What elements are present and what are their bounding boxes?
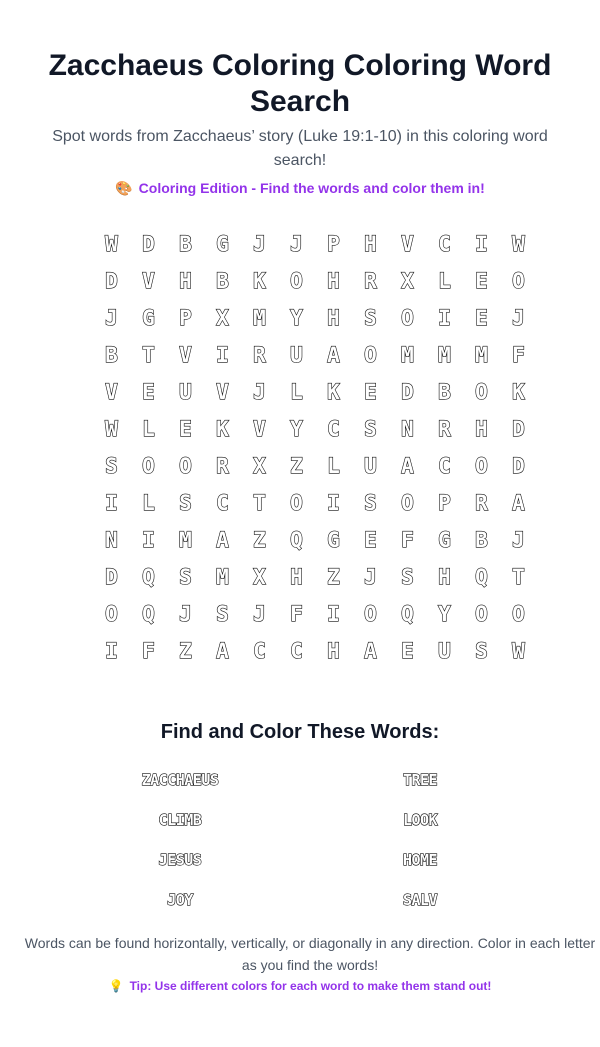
grid-letter[interactable]: N bbox=[401, 417, 414, 441]
word-list-item: CLIMB bbox=[158, 811, 202, 829]
grid-letter[interactable]: V bbox=[179, 343, 192, 367]
grid-letter[interactable]: L bbox=[142, 417, 155, 441]
edition-text: Coloring Edition - Find the words and color them in! bbox=[138, 180, 485, 196]
grid-letter[interactable]: O bbox=[401, 306, 414, 330]
grid-letter[interactable]: O bbox=[364, 343, 377, 367]
grid-letter[interactable]: J bbox=[253, 602, 266, 626]
grid-letter[interactable]: I bbox=[327, 602, 340, 626]
grid-letter[interactable]: S bbox=[364, 417, 377, 441]
grid-letter[interactable]: X bbox=[216, 306, 229, 330]
grid-letter[interactable]: H bbox=[438, 565, 451, 589]
grid-letter[interactable]: A bbox=[401, 454, 414, 478]
grid-letter[interactable]: R bbox=[364, 269, 377, 293]
grid-letter[interactable]: L bbox=[142, 491, 155, 515]
grid-letter[interactable]: S bbox=[179, 491, 192, 515]
grid-letter[interactable]: T bbox=[253, 491, 266, 515]
word-list-item: HOME bbox=[402, 851, 438, 869]
grid-letter[interactable]: H bbox=[327, 639, 340, 663]
grid-letter[interactable]: L bbox=[290, 380, 303, 404]
grid-letter[interactable]: A bbox=[216, 528, 229, 552]
word-list-item: SALV bbox=[402, 891, 438, 909]
grid-letter[interactable]: B bbox=[179, 232, 192, 256]
word-list-item: TREE bbox=[402, 771, 438, 789]
grid-letter[interactable]: P bbox=[327, 232, 340, 256]
grid-letter[interactable]: K bbox=[512, 380, 525, 404]
grid-letter[interactable]: X bbox=[253, 565, 266, 589]
grid-letter[interactable]: U bbox=[290, 343, 303, 367]
grid-letter[interactable]: S bbox=[364, 491, 377, 515]
grid-letter[interactable]: S bbox=[179, 565, 192, 589]
grid-letter[interactable]: Z bbox=[327, 565, 340, 589]
grid-letter[interactable]: I bbox=[105, 491, 118, 515]
grid-letter[interactable]: Q bbox=[475, 565, 488, 589]
word-list-item: JOY bbox=[167, 891, 193, 909]
grid-letter[interactable]: C bbox=[327, 417, 340, 441]
grid-letter[interactable]: C bbox=[253, 639, 266, 663]
grid-letter[interactable]: V bbox=[105, 380, 118, 404]
word-search-grid bbox=[93, 226, 537, 670]
grid-letter[interactable]: I bbox=[105, 639, 118, 663]
grid-letter[interactable]: H bbox=[327, 269, 340, 293]
grid-letter[interactable]: O bbox=[179, 454, 192, 478]
palette-icon: 🎨 bbox=[115, 180, 133, 196]
tip-text: Tip: Use different colors for each word to make them stand out! bbox=[129, 979, 492, 993]
grid-letter[interactable]: J bbox=[253, 380, 266, 404]
grid-letter[interactable]: R bbox=[475, 491, 488, 515]
grid-letter[interactable]: F bbox=[142, 639, 155, 663]
grid-letter[interactable]: Z bbox=[290, 454, 303, 478]
grid-letter[interactable]: J bbox=[364, 565, 377, 589]
grid-letter[interactable]: W bbox=[105, 417, 118, 441]
grid-letter[interactable]: Y bbox=[290, 306, 303, 330]
grid-letter[interactable]: D bbox=[401, 380, 414, 404]
grid-letter[interactable]: A bbox=[216, 639, 229, 663]
grid-letter[interactable]: M bbox=[179, 528, 192, 552]
grid-letter[interactable]: E bbox=[475, 269, 488, 293]
grid-letter[interactable]: O bbox=[364, 602, 377, 626]
grid-letter[interactable]: W bbox=[105, 232, 118, 256]
grid-letter[interactable]: M bbox=[253, 306, 266, 330]
grid-letter[interactable]: I bbox=[327, 491, 340, 515]
grid-letter[interactable]: K bbox=[327, 380, 340, 404]
grid-letter[interactable]: J bbox=[105, 306, 118, 330]
grid-letter[interactable]: O bbox=[475, 380, 488, 404]
grid-letter[interactable]: O bbox=[512, 269, 525, 293]
grid-letter[interactable]: G bbox=[438, 528, 451, 552]
grid-letter[interactable]: G bbox=[327, 528, 340, 552]
grid-letter[interactable]: D bbox=[105, 565, 118, 589]
grid-letter[interactable]: I bbox=[438, 306, 451, 330]
tip-banner bbox=[0, 977, 600, 995]
page-title: Zacchaeus Coloring Coloring Word Search bbox=[48, 49, 552, 118]
grid-letter[interactable]: O bbox=[142, 454, 155, 478]
grid-letter[interactable]: U bbox=[364, 454, 377, 478]
grid-letter[interactable]: H bbox=[179, 269, 192, 293]
grid-letter[interactable]: C bbox=[438, 454, 451, 478]
edition-banner bbox=[0, 178, 600, 198]
grid-letter[interactable]: O bbox=[401, 491, 414, 515]
grid-letter[interactable]: W bbox=[512, 232, 525, 256]
grid-letter[interactable]: D bbox=[105, 269, 118, 293]
grid-letter[interactable]: M bbox=[401, 343, 414, 367]
grid-letter[interactable]: S bbox=[364, 306, 377, 330]
grid-letter[interactable]: O bbox=[475, 602, 488, 626]
grid-letter[interactable]: Q bbox=[142, 602, 155, 626]
grid-letter[interactable]: E bbox=[475, 306, 488, 330]
grid-letter[interactable]: R bbox=[216, 454, 229, 478]
grid-letter[interactable]: Z bbox=[253, 528, 266, 552]
grid-letter[interactable]: E bbox=[364, 380, 377, 404]
grid-letter[interactable]: J bbox=[290, 232, 303, 256]
grid-letter[interactable]: Q bbox=[401, 602, 414, 626]
grid-letter[interactable]: Q bbox=[142, 565, 155, 589]
grid-letter[interactable]: F bbox=[512, 343, 525, 367]
grid-letter[interactable]: P bbox=[438, 491, 451, 515]
grid-letter[interactable]: H bbox=[290, 565, 303, 589]
grid-letter[interactable]: Y bbox=[438, 602, 451, 626]
grid-letter[interactable]: H bbox=[364, 232, 377, 256]
word-list-item: JESUS bbox=[158, 851, 202, 869]
grid-letter[interactable]: C bbox=[216, 491, 229, 515]
word-list-item: LOOK bbox=[402, 811, 438, 829]
grid-letter[interactable]: S bbox=[401, 565, 414, 589]
grid-letter[interactable]: V bbox=[253, 417, 266, 441]
grid-letter[interactable]: A bbox=[364, 639, 377, 663]
grid-letter[interactable]: O bbox=[290, 491, 303, 515]
grid-letter[interactable]: D bbox=[142, 232, 155, 256]
grid-letter[interactable]: E bbox=[142, 380, 155, 404]
grid-letter[interactable]: G bbox=[142, 306, 155, 330]
grid-letter[interactable]: W bbox=[512, 639, 525, 663]
grid-letter[interactable]: M bbox=[216, 565, 229, 589]
grid-letter[interactable]: H bbox=[327, 306, 340, 330]
grid-letter[interactable]: B bbox=[216, 269, 229, 293]
grid-letter[interactable]: A bbox=[327, 343, 340, 367]
grid-letter[interactable]: O bbox=[105, 602, 118, 626]
grid-letter[interactable]: H bbox=[475, 417, 488, 441]
grid-letter[interactable]: U bbox=[179, 380, 192, 404]
grid-letter[interactable]: T bbox=[512, 565, 525, 589]
word-list-item: ZACCHAEUS bbox=[141, 771, 219, 789]
grid-letter[interactable]: J bbox=[512, 306, 525, 330]
lightbulb-icon: 💡 bbox=[108, 979, 124, 993]
grid-letter[interactable]: O bbox=[475, 454, 488, 478]
grid-letter[interactable]: Z bbox=[179, 639, 192, 663]
grid-letter[interactable]: L bbox=[327, 454, 340, 478]
grid-letter[interactable]: R bbox=[438, 417, 451, 441]
grid-letter[interactable]: Y bbox=[290, 417, 303, 441]
grid-letter[interactable]: G bbox=[216, 232, 229, 256]
grid-letter[interactable]: I bbox=[475, 232, 488, 256]
grid-letter[interactable]: K bbox=[253, 269, 266, 293]
grid-letter[interactable]: K bbox=[216, 417, 229, 441]
grid-letter[interactable]: D bbox=[512, 454, 525, 478]
word-list bbox=[60, 760, 540, 920]
grid-letter[interactable]: S bbox=[475, 639, 488, 663]
grid-letter[interactable]: L bbox=[438, 269, 451, 293]
grid-letter[interactable]: I bbox=[216, 343, 229, 367]
grid-letter[interactable]: I bbox=[142, 528, 155, 552]
grid-letter[interactable]: F bbox=[401, 528, 414, 552]
grid-letter[interactable]: C bbox=[290, 639, 303, 663]
grid-letter[interactable]: U bbox=[438, 639, 451, 663]
grid-letter[interactable]: S bbox=[216, 602, 229, 626]
word-list-heading: Find and Color These Words: bbox=[160, 721, 440, 743]
grid-letter[interactable]: D bbox=[512, 417, 525, 441]
grid-letter[interactable]: N bbox=[105, 528, 118, 552]
grid-letter[interactable]: E bbox=[401, 639, 414, 663]
grid-letter[interactable]: X bbox=[401, 269, 414, 293]
grid-letter[interactable]: S bbox=[105, 454, 118, 478]
grid-letter[interactable]: A bbox=[512, 491, 525, 515]
grid-letter[interactable]: O bbox=[290, 269, 303, 293]
grid-letter[interactable]: T bbox=[142, 343, 155, 367]
grid-letter[interactable]: F bbox=[290, 602, 303, 626]
page-subtitle: Spot words from Zacchaeus’ story (Luke 19:1-10) in this coloring word search! bbox=[52, 128, 548, 169]
grid-letter[interactable]: E bbox=[364, 528, 377, 552]
grid-letter[interactable]: V bbox=[401, 232, 414, 256]
grid-letter[interactable]: M bbox=[475, 343, 488, 367]
grid-letter[interactable]: B bbox=[105, 343, 118, 367]
grid-letter[interactable]: C bbox=[438, 232, 451, 256]
instructions-text: Words can be found horizontally, vertically, or diagonally in any direction. Color in each letter as you find the words! bbox=[24, 935, 596, 973]
grid-letter[interactable]: V bbox=[142, 269, 155, 293]
grid-letter[interactable]: O bbox=[512, 602, 525, 626]
grid-letter[interactable]: E bbox=[179, 417, 192, 441]
grid-letter[interactable]: P bbox=[179, 306, 192, 330]
grid-letter[interactable]: J bbox=[179, 602, 192, 626]
grid-letter[interactable]: B bbox=[438, 380, 451, 404]
grid-letter[interactable]: J bbox=[512, 528, 525, 552]
grid-letter[interactable]: V bbox=[216, 380, 229, 404]
grid-letter[interactable]: X bbox=[253, 454, 266, 478]
grid-letter[interactable]: Q bbox=[290, 528, 303, 552]
grid-letter[interactable]: R bbox=[253, 343, 266, 367]
grid-letter[interactable]: M bbox=[438, 343, 451, 367]
grid-letter[interactable]: B bbox=[475, 528, 488, 552]
grid-letter[interactable]: J bbox=[253, 232, 266, 256]
